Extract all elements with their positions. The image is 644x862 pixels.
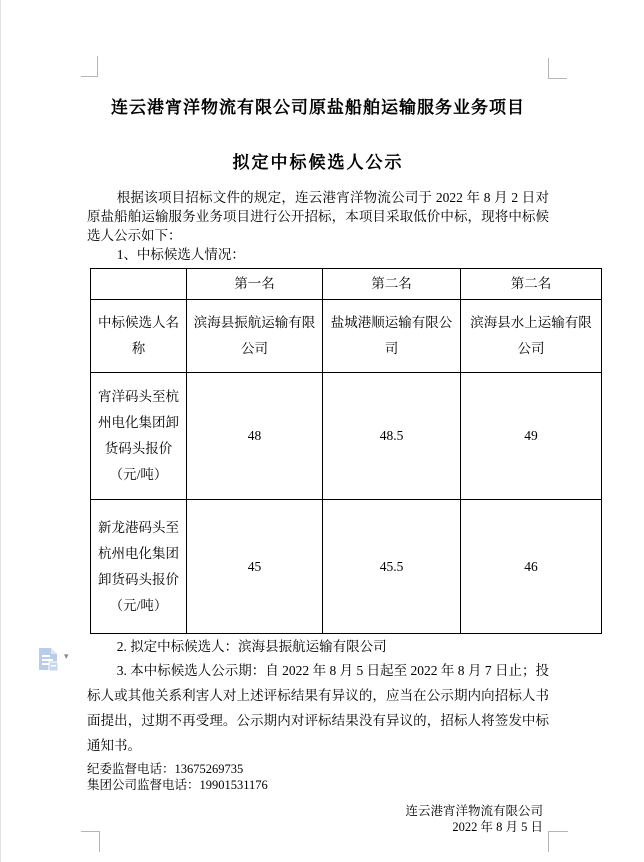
header-cell-rank1: 第一名	[187, 269, 323, 300]
price-xiaoyang-candidate1: 48	[187, 373, 323, 500]
document-title-line1: 连云港宵洋物流有限公司原盐船舶运输服务业务项目	[111, 98, 525, 117]
document-content	[87, 96, 592, 835]
table-row-candidate-names	[91, 300, 602, 373]
price-xinlonggang-candidate1: 45	[187, 500, 323, 634]
header-cell-rank3: 第二名	[461, 269, 602, 300]
table-row-price-xinlonggang	[91, 500, 602, 634]
header-cell-rank2: 第二名	[323, 269, 461, 300]
item1-candidates-heading: 1、中标候选人情况：	[116, 247, 245, 262]
signature-date: 2022 年 8 月 5 日	[452, 820, 543, 834]
price-xinlonggang-candidate2: 45.5	[323, 500, 461, 634]
row-label-candidate-name: 中标候选人名称	[91, 300, 187, 373]
row-label-price-xinlonggang: 新龙港码头至杭州电化集团卸货码头报价（元/吨）	[91, 500, 187, 634]
table-header-row	[91, 269, 602, 300]
paste-options-button[interactable]	[37, 646, 71, 676]
supervision-phones	[87, 761, 549, 793]
price-xiaoyang-candidate2: 48.5	[323, 373, 461, 500]
discipline-supervision-phone: 纪委监督电话：13675269735	[87, 762, 244, 776]
paste-options-dropdown-icon[interactable]: ▾	[64, 652, 69, 662]
margin-crop-mark-top-right	[548, 58, 567, 79]
candidate-2-name: 盐城港顺运输有限公司	[323, 300, 461, 373]
price-xiaoyang-candidate3: 49	[461, 373, 602, 500]
signature-company: 连云港宵洋物流有限公司	[405, 804, 543, 818]
candidate-1-name: 滨海县振航运输有限公司	[187, 300, 323, 373]
price-xinlonggang-candidate3: 46	[461, 500, 602, 634]
bid-candidates-table	[90, 268, 602, 634]
table-row-price-xiaoyang	[91, 373, 602, 500]
group-supervision-phone: 集团公司监督电话：19901531176	[87, 778, 268, 792]
item3-publicity-period: 3. 本中标候选人公示期：自 2022 年 8 月 5 日起至 2022 年 8 月 7 日止；投标人或其他关系利害人对上述评标结果有异议的，应当在公示期内向招标人书面提出，过期不再受理。公示期内对评标结果没有异议的，招标人将签发中标通知书。	[87, 663, 549, 753]
header-cell-blank	[91, 269, 187, 300]
row-label-price-xiaoyang: 宵洋码头至杭州电化集团卸货码头报价（元/吨）	[91, 373, 187, 500]
candidate-3-name: 滨海县水上运输有限公司	[461, 300, 602, 373]
margin-crop-mark-bottom-right	[548, 831, 568, 852]
signature-block	[87, 803, 549, 835]
intro-paragraph: 根据该项目招标文件的规定，连云港宵洋物流公司于 2022 年 8 月 2 日对原盐船舶运输服务业务项目进行公开招标，本项目采取低价中标，现将中标候选人公示如下：	[87, 190, 549, 243]
item2-proposed-winner: 2. 拟定中标候选人：滨海县振航运输有限公司	[116, 639, 387, 654]
margin-crop-mark-top-left	[81, 56, 98, 77]
document-title-line2: 拟定中标候选人公示	[232, 153, 404, 172]
